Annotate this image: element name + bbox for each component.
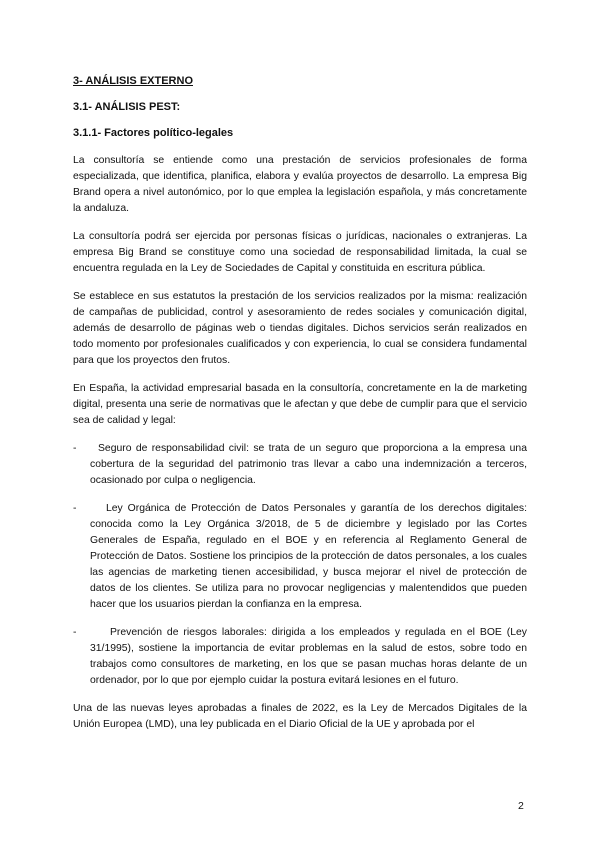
list-marker: - bbox=[73, 627, 77, 638]
subsection-heading: 3.1- ANÁLISIS PEST: bbox=[73, 101, 181, 113]
section-heading: 3- ANÁLISIS EXTERNO bbox=[73, 75, 193, 87]
paragraph: En España, la actividad empresarial basada en la consultoría, concretamente en la de marketing digital, presenta una serie de normativas que le afectan y que debe de cumplir para que el servicio sea de calidad y legal: bbox=[73, 383, 527, 426]
list-item bbox=[73, 625, 527, 689]
list-item bbox=[73, 441, 527, 489]
subsubsection-heading: 3.1.1- Factores político-legales bbox=[73, 127, 234, 139]
list-item bbox=[73, 501, 527, 613]
regulations-list bbox=[73, 441, 527, 689]
list-marker: - bbox=[73, 503, 77, 514]
page-content bbox=[73, 74, 527, 745]
paragraph: Se establece en sus estatutos la prestación de los servicios realizados por la misma: realización de campañas de publicidad, control y asesoramiento de redes sociales y comunicación digital, además de desarrollo de páginas web o tiendas digitales. Dichos servicios serán realizados en todo momento por profesionales cualificados y con experiencia, lo cual se considera fundamental para que los proyectos den frutos. bbox=[73, 291, 527, 366]
list-marker: - bbox=[73, 443, 77, 454]
page-number: 2 bbox=[518, 800, 524, 812]
list-item-text: Ley Orgánica de Protección de Datos Personales y garantía de los derechos digitales: conocida como la Ley Orgánica 3/2018, de 5 de diciembre y legislado por las Cortes Generales de España, regulado en el BOE y en referencia al Reglamento General de Protección de Datos. Sostiene los principios de la protección de datos personales, a los cuales las agencias de marketing tienen accesibilidad, y busca mejorar el nivel de protección de datos de los clientes. Se utiliza para no provocar negligencias y malentendidos que pueden hacer que los usuarios pierdan la confianza en la empresa. bbox=[90, 503, 527, 610]
list-item-text: Prevención de riesgos laborales: dirigida a los empleados y regulada en el BOE (Ley 31/1995), sostiene la importancia de evitar problemas en la salud de estos, sobre todo en trabajos como consultores de marketing, en los que se pasan muchas horas delante de un ordenador, por lo que por ejemplo cuidar la postura evitará lesiones en el futuro. bbox=[90, 627, 527, 686]
closing-paragraph: Una de las nuevas leyes aprobadas a finales de 2022, es la Ley de Mercados Digitales de la Unión Europea (LMD), una ley publicada en el Diario Oficial de la UE y aprobada por el bbox=[73, 703, 527, 730]
paragraph: La consultoría podrá ser ejercida por personas físicas o jurídicas, nacionales o extranjeras. La empresa Big Brand se constituye como una sociedad de responsabilidad limitada, la cual se encuentra regulada en la Ley de Sociedades de Capital y constituida en escritura pública. bbox=[73, 231, 527, 274]
list-item-text: Seguro de responsabilidad civil: se trata de un seguro que proporciona a la empresa una cobertura de la seguridad del patrimonio tras llevar a cabo una indemnización a terceros, ocasionado por culpa o negligencia. bbox=[90, 443, 527, 486]
paragraph: La consultoría se entiende como una prestación de servicios profesionales de forma especializada, que identifica, planifica, elabora y evalúa proyectos de desarrollo. La empresa Big Brand opera a nivel autonómico, por lo que emplea la legislación española, y más concretamente la andaluza. bbox=[73, 155, 527, 214]
